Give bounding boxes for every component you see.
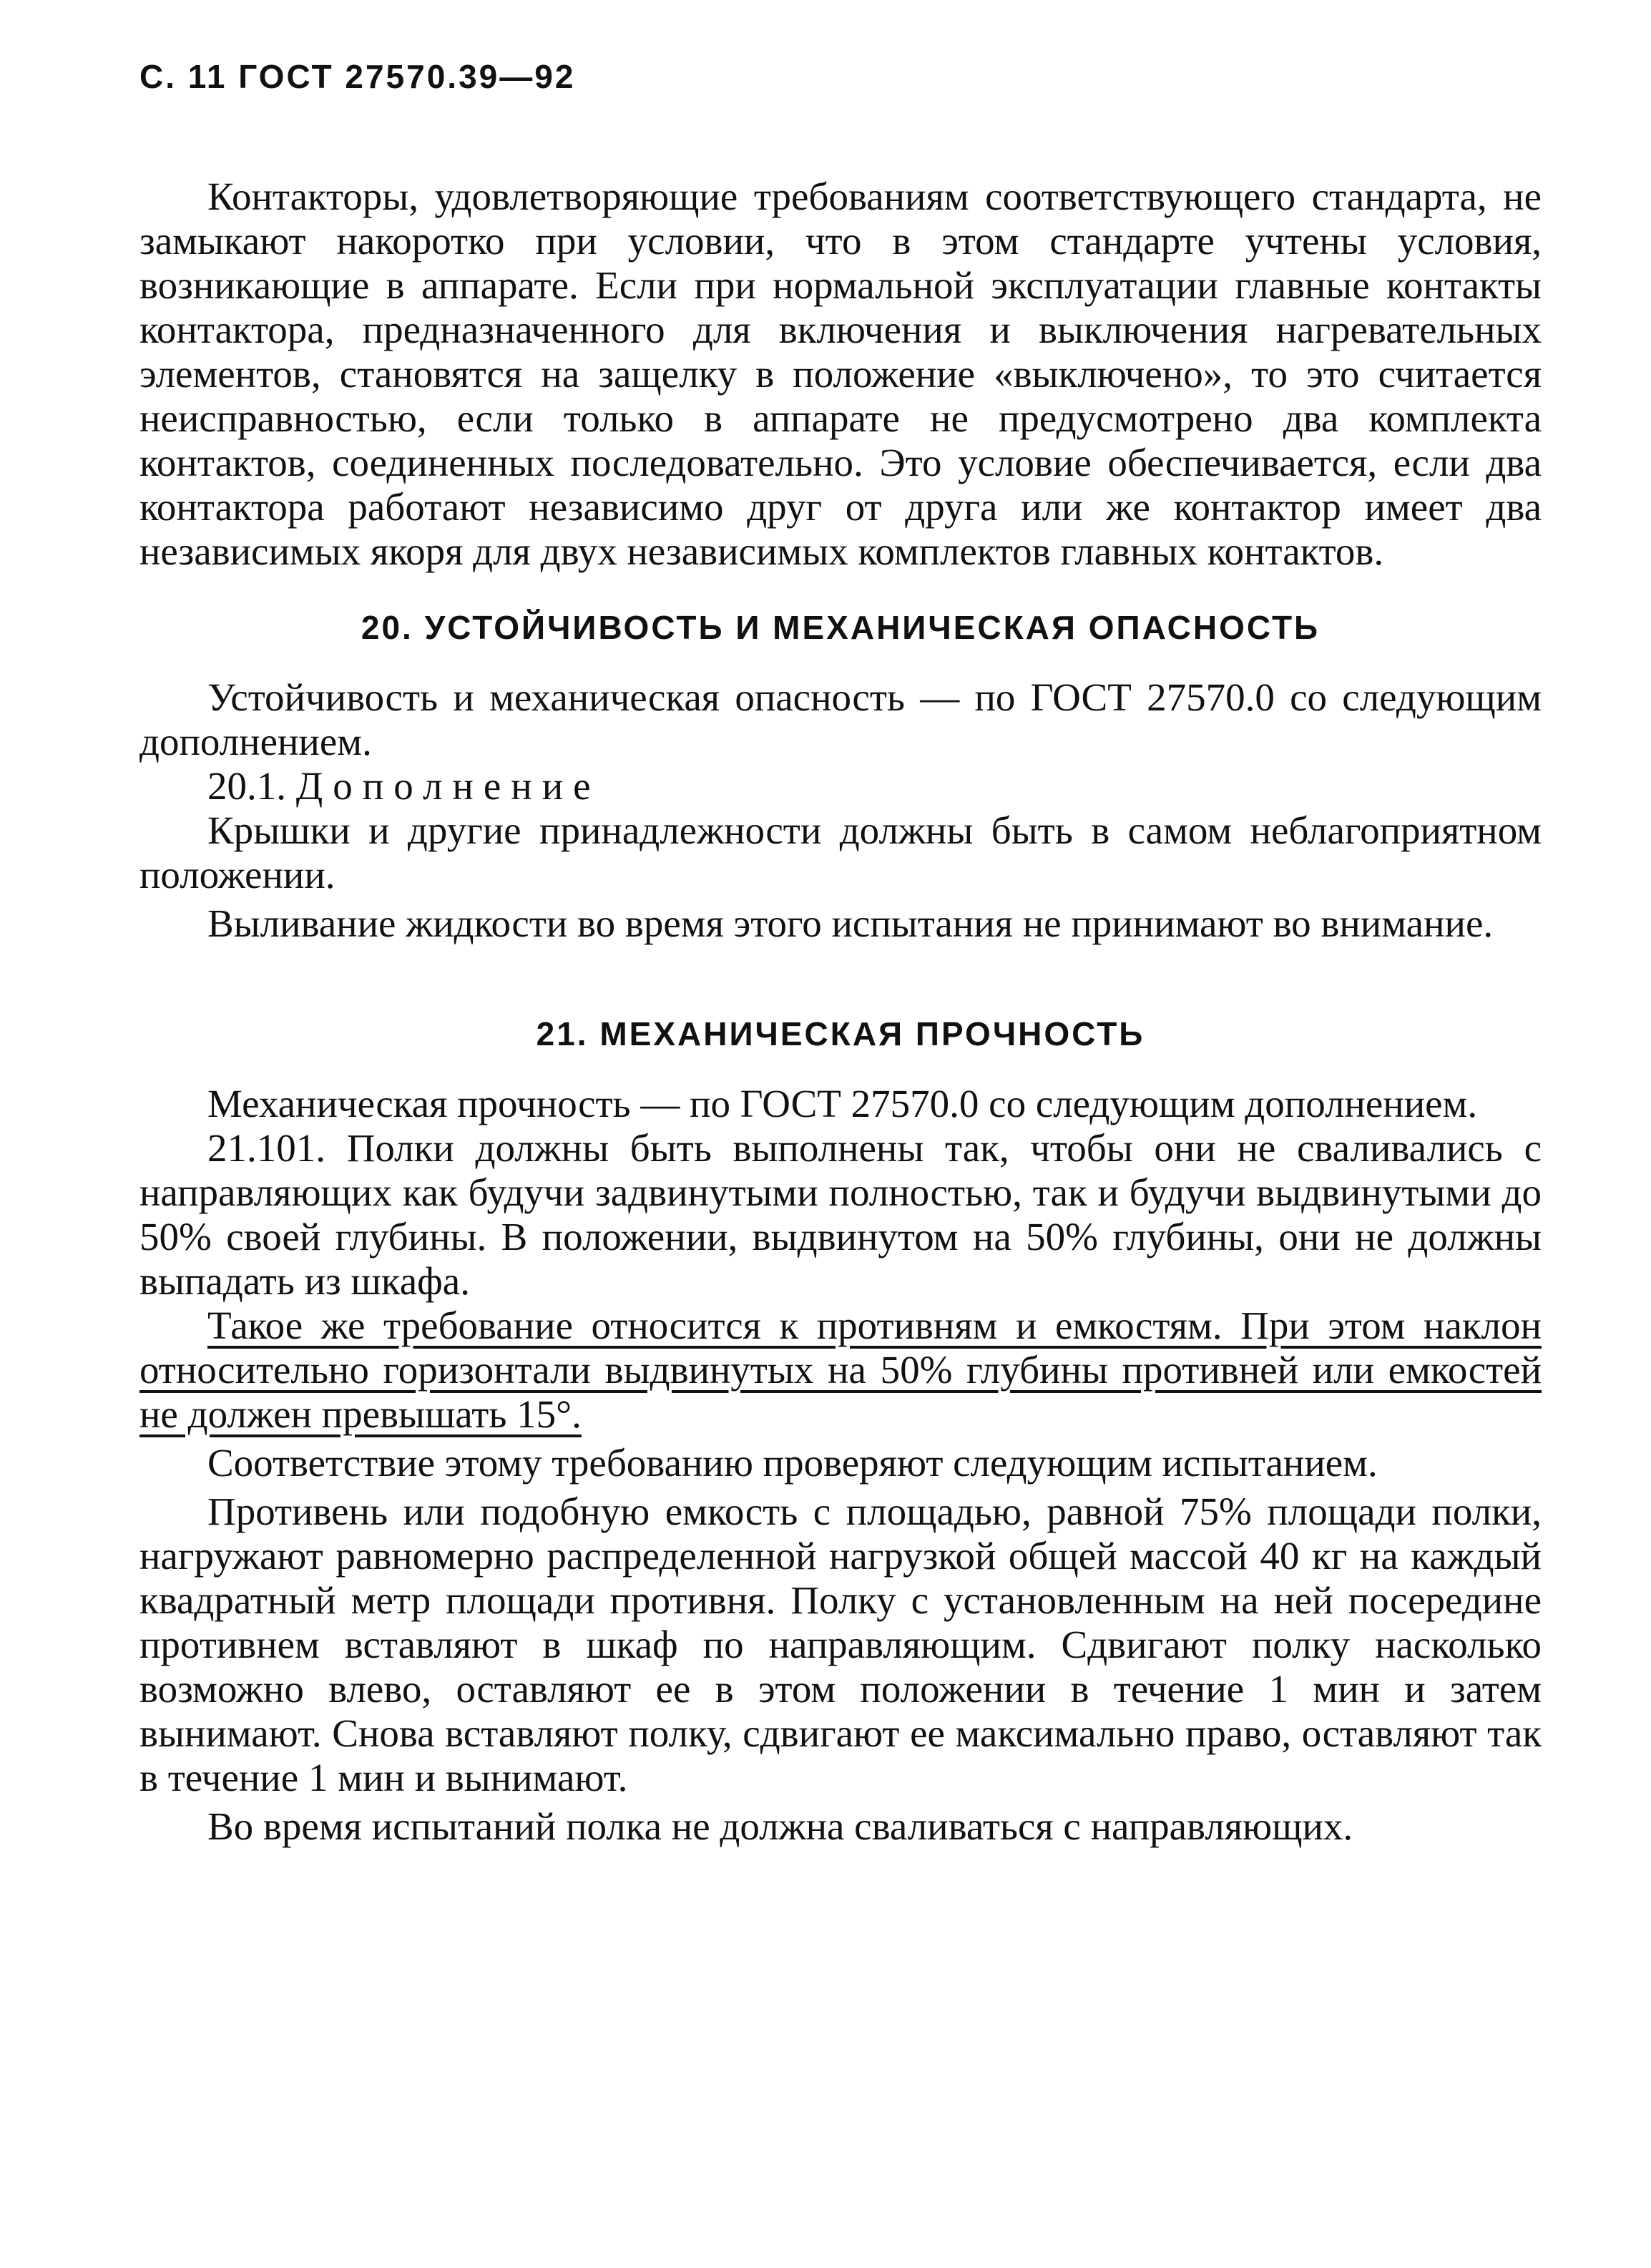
subheading-number: 20.1. [207, 764, 286, 808]
section-20-1-subheading [139, 764, 1542, 808]
section-21-paragraph-5: Противень или подобную емкость с площадью, равной 75% площади полки, нагружают равномерно распределенной нагрузкой общей массой 40 кг на каждый квадратный метр площади противня. Полку с установленным на ней посередине противнем вставляют в шкаф по направляющим. Сдвигают полку насколько возможно влево, оставляют ее в этом положении в течение 1 мин и затем вынимают. Снова вставляют полку, сдвигают ее максимально право, оставляют так в течение 1 мин и вынимают. [139, 1490, 1542, 1799]
section-20-paragraph-2: Крышки и другие принадлежности должны быть в самом неблагоприятном положении. [139, 808, 1542, 896]
section-21-paragraph-3-underlined [139, 1304, 1542, 1437]
section-21-paragraph-1: Механическая прочность — по ГОСТ 27570.0 со следующим дополнением. [207, 1082, 1478, 1125]
intro-paragraph: Контакторы, удовлетворяющие требованиям соответствующего стандарта, не замыкают накоротко при условии, что в этом стандарте учтены условия, возникающие в аппарате. Если при нормальной эксплуатации главные контакты контактора, предназначенного для включения и выключения нагревательных элементов, становятся на защелку в положение «выключено», то это считается неисправностью, если только в аппарате не предусмотрено два комплекта контактов, соединенных последовательно. Это условие обеспечивается, если два контактора работают независимо друг от друга или же контактор имеет два независимых якоря для двух независимых комплектов главных контактов. [139, 175, 1542, 573]
underlined-requirement-text: Такое же требование относится к противням и емкостям. При этом наклон относительно горизонтали выдвинутых на 50% глубины противней или емкостей не должен превышать 15°. [139, 1304, 1542, 1436]
section-21-heading: 21. МЕХАНИЧЕСКАЯ ПРОЧНОСТЬ [536, 1015, 1145, 1052]
section-20-paragraph-3: Выливание жидкости во время этого испытания не принимают во внимание. [207, 901, 1494, 945]
subheading-word: Дополнение [295, 764, 601, 808]
section-20-paragraph-1: Устойчивость и механическая опасность — по ГОСТ 27570.0 со следующим дополнением. [139, 675, 1542, 763]
section-21-paragraph-2: 21.101. Полки должны быть выполнены так, чтобы они не сваливались с направляющих как будучи задвинутыми полностью, так и будучи выдвинутыми до 50% своей глубины. В положении, выдвинутом на 50% глубины, они не должны выпадать из шкафа. [139, 1126, 1542, 1303]
document-page [139, 57, 1542, 1849]
section-21-paragraph-6: Во время испытаний полка не должна сваливаться с направляющих. [207, 1804, 1353, 1848]
section-20-heading: 20. УСТОЙЧИВОСТЬ И МЕХАНИЧЕСКАЯ ОПАСНОСТЬ [361, 609, 1321, 646]
section-21-paragraph-4: Соответствие этому требованию проверяют следующим испытанием. [207, 1441, 1378, 1485]
page-header: С. 11 ГОСТ 27570.39—92 [139, 58, 576, 95]
